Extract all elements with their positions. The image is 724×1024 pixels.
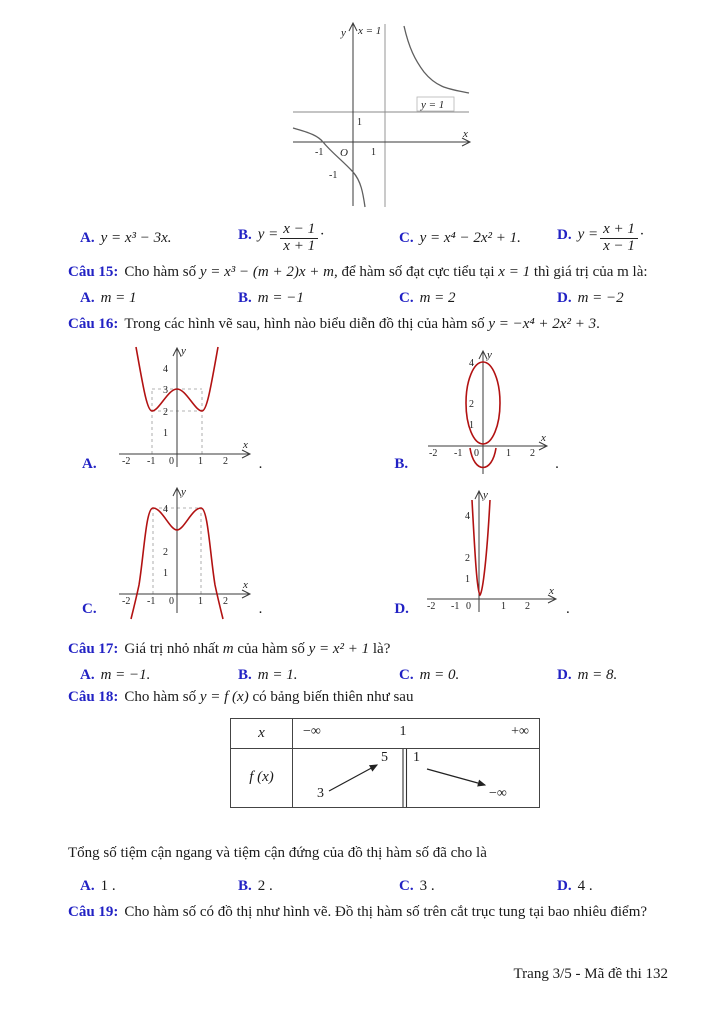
option-value: m = 2: [419, 289, 456, 306]
option-letter: C.: [399, 877, 414, 894]
graph-a-period: .: [258, 455, 263, 472]
q14-option-a: [80, 230, 238, 247]
question-text: , để hàm số đạt cực tiểu tại: [333, 263, 495, 280]
question-17-label: Câu 17:: [68, 640, 119, 657]
x-value-1: 1: [399, 723, 407, 739]
tick-label: 1: [469, 419, 475, 431]
option-value: 3 .: [419, 877, 435, 894]
option-letter: D.: [557, 289, 572, 306]
option-letter: A.: [80, 289, 95, 306]
fraction: [600, 222, 638, 255]
variation-table: [230, 718, 540, 808]
tick-label: 2: [464, 552, 470, 564]
option-letter: D.: [557, 226, 572, 243]
option-letter: B.: [238, 877, 252, 894]
fraction-numerator: x − 1: [280, 222, 318, 239]
tick-label: 2: [469, 398, 475, 410]
q14-graph-figure: [285, 10, 724, 210]
tick-label: 4: [469, 357, 475, 369]
tick-y-1: 1: [357, 117, 362, 128]
question-formula: y = −x⁴ + 2x² + 3: [488, 315, 597, 332]
value-neg-infinity: −∞: [489, 785, 507, 801]
question-text: Cho hàm số có đồ thị như hình vẽ. Đồ thị hàm số trên cắt trục tung tại bao nhiêu điểm?: [124, 903, 648, 920]
option-formula: y = x³ − 3x.: [100, 229, 172, 246]
value-1: 1: [413, 749, 420, 765]
y-axis-label: y: [487, 348, 492, 361]
x-axis-label: x: [541, 431, 546, 444]
option-letter: B.: [238, 289, 252, 306]
option-letter: C.: [82, 600, 97, 617]
y-axis-label: y: [180, 344, 186, 357]
option-letter: B.: [394, 455, 409, 472]
hyperbola-graph: [285, 10, 480, 210]
q18-option-c: [399, 878, 557, 895]
y-axis-label: y: [482, 488, 488, 501]
question-text: Cho hàm số: [124, 688, 197, 705]
tick-label: 4: [464, 510, 470, 522]
q15-option-b: [238, 290, 399, 307]
option-value: 1 .: [100, 877, 116, 894]
origin-label: O: [340, 147, 348, 159]
q18-option-a: [80, 878, 238, 895]
q16-graph-a: [107, 341, 257, 481]
conclusion-text: Tổng số tiệm cận ngang và tiệm cận đứng của đồ thị hàm số đã cho là: [68, 844, 487, 861]
fx-label: f (x): [249, 769, 274, 785]
tick-label: 3: [162, 384, 168, 396]
q18-option-d: [557, 878, 724, 895]
option-letter: A.: [80, 877, 95, 894]
table-x-values: [293, 719, 539, 749]
fraction-numerator: x + 1: [600, 222, 638, 239]
option-value: 4 .: [577, 877, 593, 894]
question-text: thì giá trị của m là:: [533, 263, 648, 280]
q15-option-a: [80, 290, 238, 307]
option-value: m = −2: [577, 289, 624, 306]
tick-label: 4: [162, 503, 168, 515]
q17-options: [0, 667, 724, 684]
fraction-denominator: x − 1: [603, 237, 635, 254]
q14-option-d: [557, 222, 724, 255]
option-letter: C.: [399, 289, 414, 306]
tick-label: 0: [168, 455, 174, 467]
tick-label: 1: [197, 455, 203, 467]
question-text: Trong các hình vẽ sau, hình nào biểu diễn đồ thị của hàm số: [124, 315, 485, 332]
increasing-arrow: [329, 765, 377, 791]
question-15-label: Câu 15:: [68, 263, 119, 280]
graph-b-period: .: [555, 455, 559, 472]
tick-label: 0: [168, 595, 174, 607]
asymptote-y1-label: y = 1: [421, 99, 445, 111]
question-formula: y = f (x): [199, 688, 249, 705]
option-value: m = −1: [257, 289, 304, 306]
q16-graph-a-label: [82, 456, 103, 473]
option-letter: B.: [238, 666, 252, 683]
question-text: .: [596, 315, 600, 332]
option-formula-suffix: ·: [320, 226, 324, 243]
tick-label: 1: [162, 567, 168, 579]
option-value: m = −1.: [100, 666, 151, 683]
question-formula: y = x³ − (m + 2)x + m: [199, 263, 334, 280]
fraction-denominator: x + 1: [283, 237, 316, 254]
q17-option-a: [80, 667, 238, 684]
question-17: [0, 636, 724, 662]
curve-left-branch: [293, 128, 365, 207]
tick-label: -1: [450, 600, 460, 612]
tick-label: -1: [146, 455, 155, 467]
question-19-label: Câu 19:: [68, 903, 119, 920]
x-axis-label: x: [463, 128, 468, 140]
question-text: của hàm số: [237, 640, 305, 657]
decreasing-arrow: [427, 769, 485, 785]
option-value: m = 8.: [577, 666, 618, 683]
tick-label: 2: [162, 546, 168, 558]
q17-option-c: [399, 667, 557, 684]
origin-label: 0: [465, 600, 471, 612]
tick-label: 0: [474, 447, 480, 459]
question-16-label: Câu 16:: [68, 315, 119, 332]
tick-label: 1: [506, 447, 512, 459]
option-formula-prefix: y =: [257, 226, 279, 243]
q17-option-b: [238, 667, 399, 684]
option-formula-prefix: y =: [577, 226, 599, 243]
table-x-header: [231, 719, 293, 749]
option-letter: C.: [399, 229, 414, 246]
q14-option-c: [399, 230, 557, 247]
q16-graph-c-label: [82, 601, 103, 618]
question-text: là?: [372, 640, 391, 657]
option-formula-suffix: ·: [639, 226, 644, 243]
option-letter: B.: [238, 226, 252, 243]
q14-option-b: [238, 222, 399, 255]
x-axis-label: x: [242, 438, 248, 451]
question-text: có bảng biến thiên như sau: [252, 688, 414, 705]
option-letter: A.: [80, 666, 95, 683]
question-19: [0, 899, 724, 925]
option-value: m = 0.: [419, 666, 460, 683]
x-axis-label: x: [242, 578, 248, 591]
tick-label: -2: [426, 600, 436, 612]
q16-graph-row-2: [0, 481, 724, 626]
q16-graph-b: [418, 346, 553, 481]
x-axis-label: x: [548, 584, 554, 597]
tick-label: -2: [121, 455, 130, 467]
asymptote-x1-label: x = 1: [358, 25, 382, 37]
question-text: Cho hàm số: [124, 263, 197, 280]
q16-graph-d: [419, 486, 564, 626]
question-16: [0, 311, 724, 337]
fraction: [280, 222, 318, 255]
tick-label: 4: [162, 363, 168, 375]
y-axis-label: y: [180, 485, 186, 498]
option-letter: D.: [394, 600, 409, 617]
tick-label: -1: [146, 595, 155, 607]
tick-label: -2: [121, 595, 130, 607]
question-text: Giá trị nhỏ nhất: [124, 640, 219, 657]
tick-label: 1: [162, 427, 168, 439]
graph-c-period: .: [258, 600, 263, 617]
tick-label: 1: [197, 595, 203, 607]
footer-text: Trang 3/5 - Mã đề thi 132: [513, 966, 668, 982]
question-formula: y = x² + 1: [308, 640, 370, 657]
option-formula: y = x⁴ − 2x² + 1.: [419, 229, 521, 246]
option-letter: A.: [80, 229, 95, 246]
narrow-curve: [472, 500, 490, 595]
tick-label: -1: [454, 447, 463, 459]
tick-label: -2: [429, 447, 438, 459]
value-5: 5: [381, 749, 388, 765]
tick-x-neg1: -1: [315, 147, 324, 158]
graph-d-period: .: [565, 600, 570, 617]
question-formula: x = 1: [498, 263, 531, 280]
tick-label: 2: [530, 447, 536, 459]
option-value: m = 1: [100, 289, 137, 306]
q18-options: [0, 878, 724, 895]
y-axis-label: y: [341, 27, 346, 39]
q16-graph-b-label: [394, 456, 414, 473]
option-letter: D.: [557, 666, 572, 683]
q16-graph-row-1: [0, 341, 724, 481]
x-neg-infinity: −∞: [303, 723, 321, 739]
q18-option-b: [238, 878, 399, 895]
page-footer: [514, 966, 668, 983]
tick-label: 1: [500, 600, 506, 612]
question-18-label: Câu 18:: [68, 688, 119, 705]
option-letter: D.: [557, 877, 572, 894]
table-fx-header: [231, 749, 293, 807]
tick-label: 2: [162, 406, 168, 418]
question-15: [0, 259, 724, 285]
q15-options: [0, 290, 724, 307]
tick-label: 1: [464, 573, 470, 585]
q18-conclusion: [0, 840, 724, 866]
tick-label: 2: [222, 595, 228, 607]
option-value: 2 .: [257, 877, 273, 894]
curve-right-branch: [404, 26, 469, 93]
option-value: m = 1.: [257, 666, 298, 683]
q17-option-d: [557, 667, 724, 684]
x-pos-infinity: +∞: [511, 723, 529, 739]
q14-options: [0, 222, 724, 255]
q16-graph-c: [107, 481, 257, 626]
tick-label: 2: [524, 600, 530, 612]
q15-option-c: [399, 290, 557, 307]
q15-option-d: [557, 290, 724, 307]
tick-y-neg1: -1: [329, 170, 338, 181]
tick-label: 2: [222, 455, 228, 467]
question-18: [0, 684, 724, 710]
option-letter: A.: [82, 455, 97, 472]
value-3: 3: [317, 785, 324, 801]
x-label: x: [258, 724, 265, 741]
table-fx-values: [293, 749, 539, 807]
tick-x-1: 1: [371, 147, 376, 158]
question-variable: m: [222, 640, 234, 657]
q16-graph-d-label: [394, 601, 415, 618]
option-letter: C.: [399, 666, 414, 683]
